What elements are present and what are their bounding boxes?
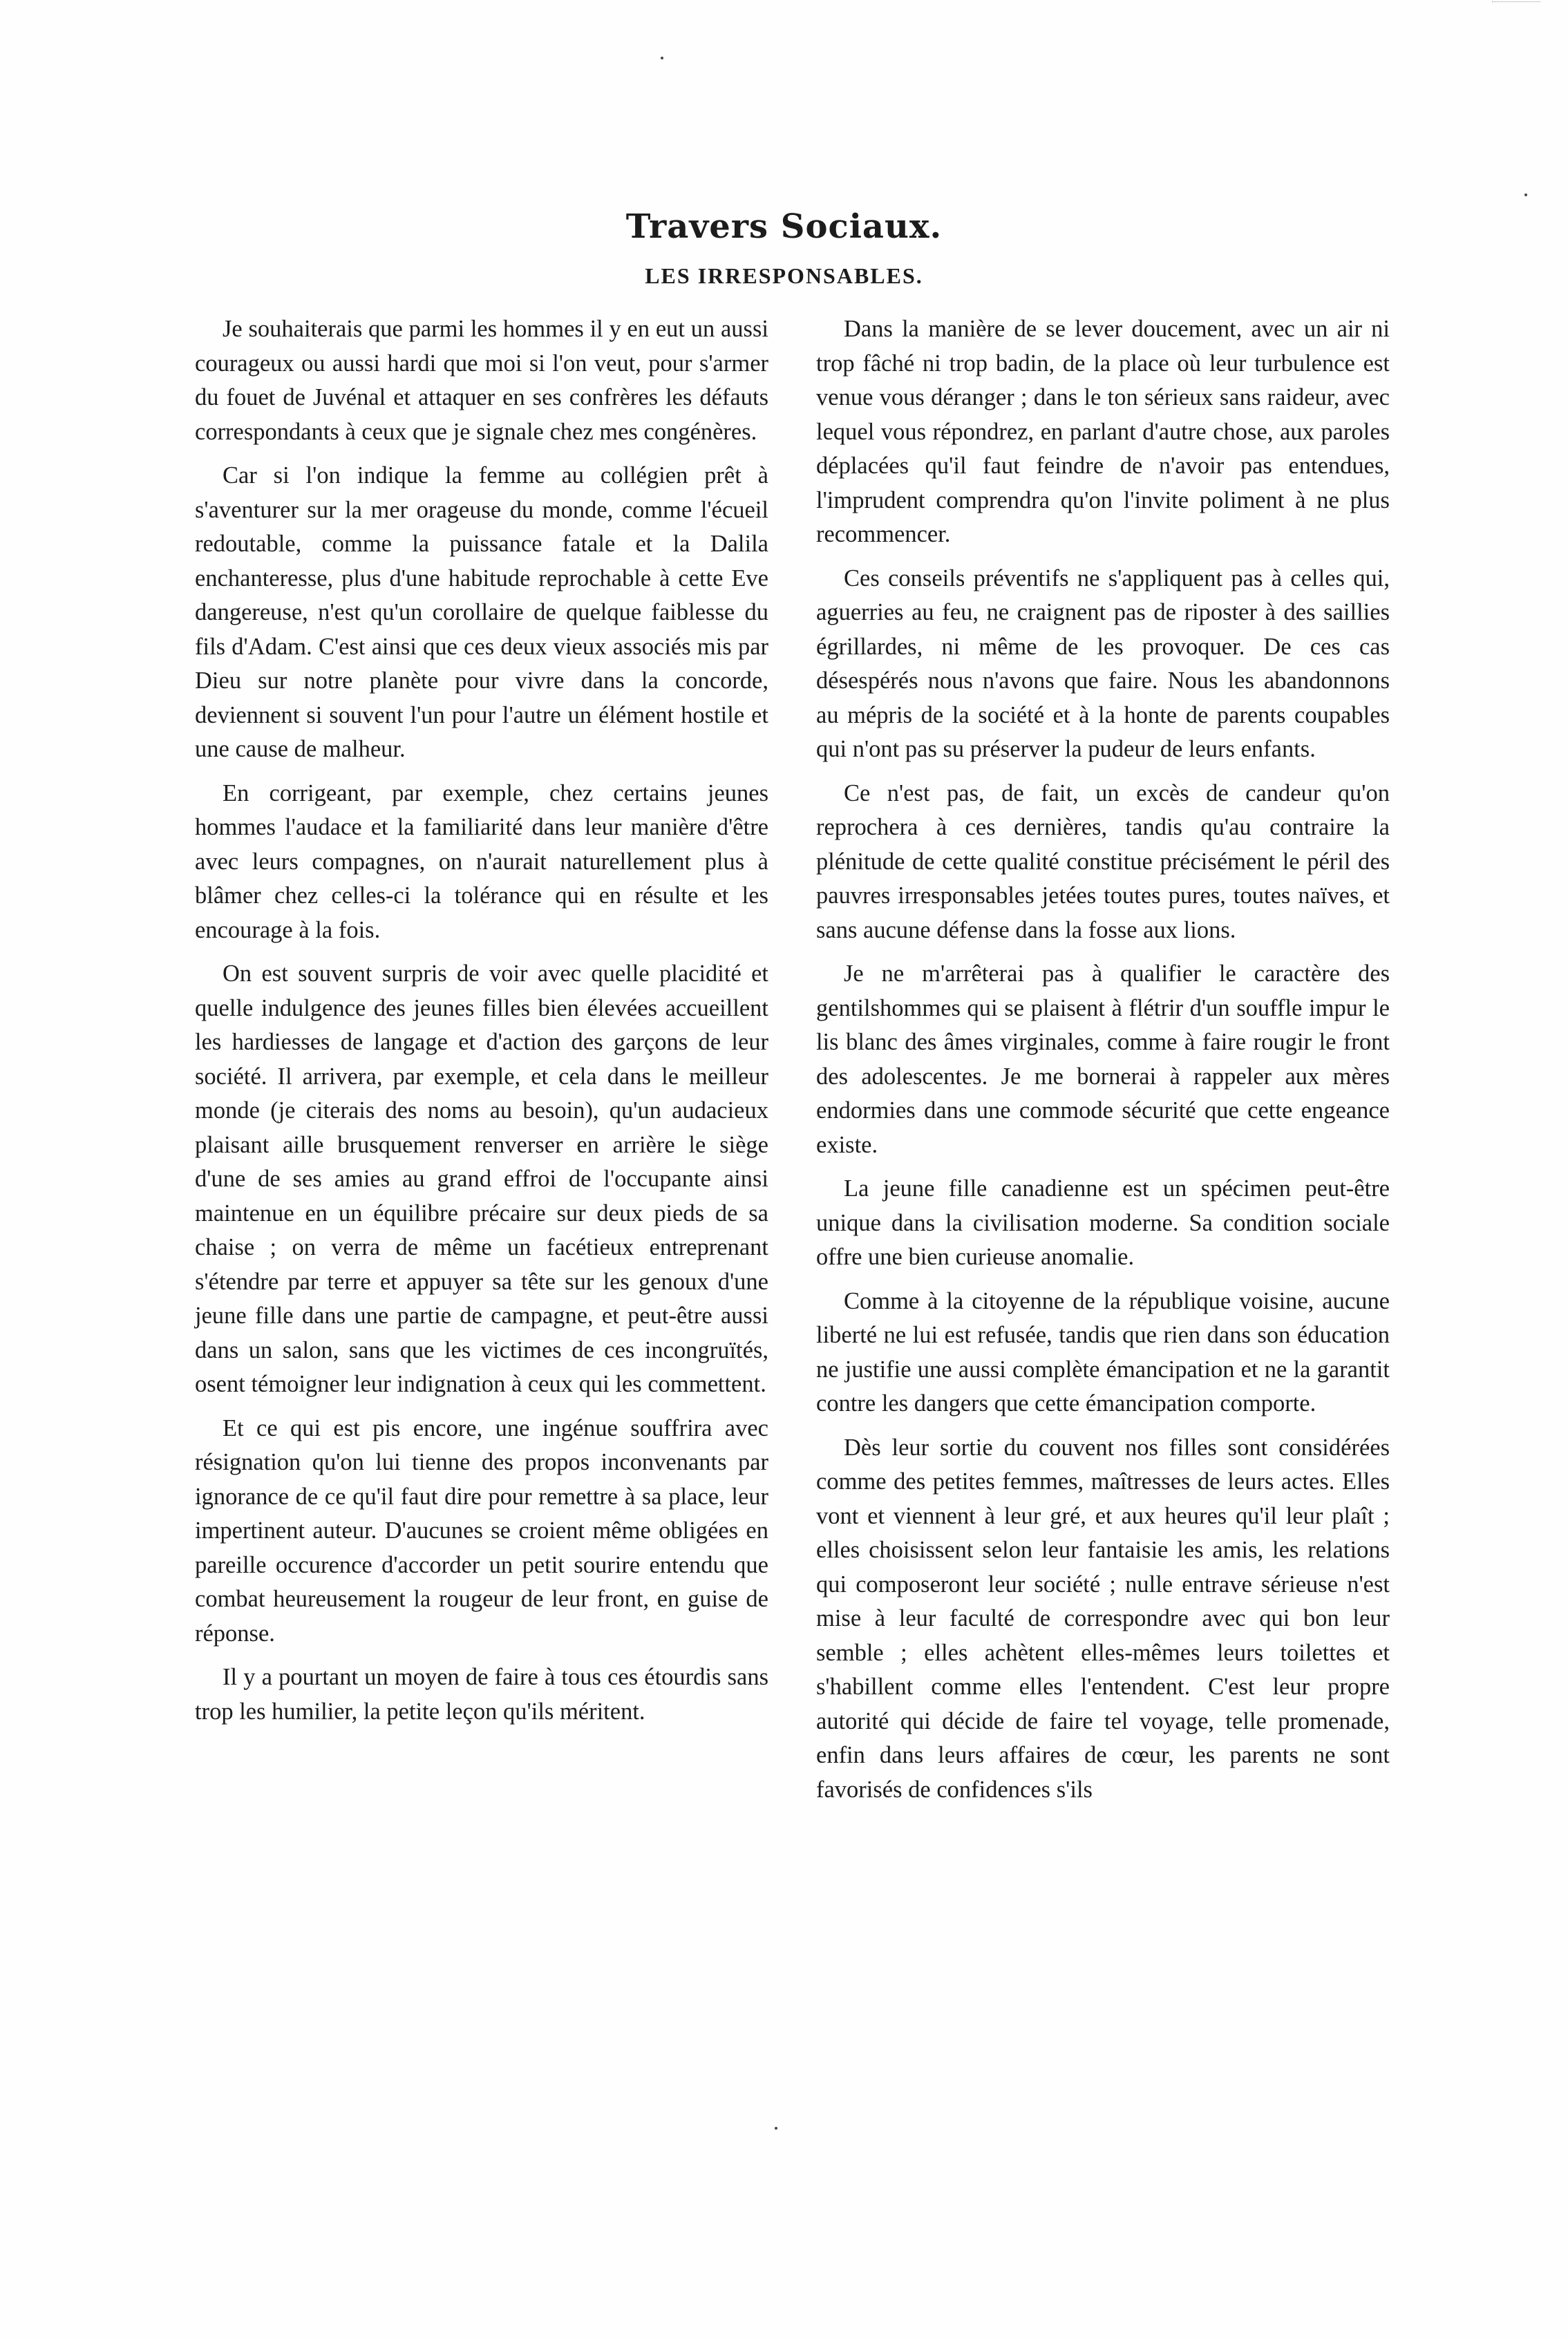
paragraph: On est souvent surpris de voir avec quelle placidité et quelle indulgence des jeunes filles bien élevées accueillent les hardiesses de langage et d'action des garçons de leur société. Il arrivera, par exemple, et cela dans le meilleur monde (je citerais des noms au besoin), qu'un audacieux plaisant aille brusquement renverser en arrière le siège d'une de ses amies au grand effroi de l'occupante ainsi maintenue en un équilibre précaire sur deux pieds de sa chaise ; on verra de même un facétieux entreprenant s'étendre par terre et appuyer sa tête sur les genoux d'une jeune fille dans une partie de campagne, et peut-être aussi dans un salon, sans que les victimes de ces incongruïtés, osent témoigner leur indignation à ceux qui les commettent. <box>195 960 768 1397</box>
scan-speck <box>661 57 663 59</box>
paragraph: Et ce qui est pis encore, une ingénue souffrira avec résignation qu'on lui tienne des propos inconvenants par ignorance de ce qu'il faut dire pour remettre à sa place, leur impertinent auteur. D'aucunes se croient même obligées en pareille occurence d'accorder un petit sourire entendu que combat heureusement la rougeur de leur front, en guise de réponse. <box>195 1414 768 1647</box>
scan-corner-marks <box>1492 1 1540 8</box>
paragraph: La jeune fille canadienne est un spécimen peut-être unique dans la civilisation moderne. Sa condition sociale offre une bien curieuse anomalie. <box>816 1175 1390 1270</box>
text-column-left <box>195 312 768 1729</box>
paragraph: Dès leur sortie du couvent nos filles sont considérées comme des petites femmes, maîtresses de leurs actes. Elles vont et viennent à leur gré, et aux heures qu'il leur plaît ; elles choisissent selon leur fantaisie les amis, les relations qui composeront leur société ; nulle entrave sérieuse n'est mise à leur faculté de correspondre avec qui bon leur semble ; elles achètent elles-mêmes leurs toilettes et s'habillent comme elles l'entendent. C'est leur propre autorité qui décide de faire tel voyage, telle promenade, enfin dans leurs affaires de cœur, les parents ne sont favorisés de confidences s'ils <box>816 1434 1390 1803</box>
paragraph: En corrigeant, par exemple, chez certains jeunes hommes l'audace et la familiarité dans leur manière d'être avec leurs compagnes, on n'aurait naturellement plus à blâmer chez celles-ci la tolérance qui en résulte et les encourage à la fois. <box>195 779 768 943</box>
article-title: Travers Sociaux. <box>625 207 943 246</box>
paragraph: Ce n'est pas, de fait, un excès de candeur qu'on reprochera à ces dernières, tandis qu'au contraire la plénitude de cette qualité constitue précisément le péril des pauvres irresponsables jetées toutes pures, toutes naïves, et sans aucune défense dans la fosse aux lions. <box>816 779 1390 943</box>
article-subtitle: LES IRRESPONSABLES. <box>645 263 923 288</box>
text-column-right <box>816 312 1390 1807</box>
paragraph: Je souhaiterais que parmi les hommes il y en eut un aussi courageux ou aussi hardi que moi si l'on veut, pour s'armer du fouet de Juvénal et attaquer en ses confrères les défauts correspondants à ceux que je signale chez mes congénères. <box>195 316 768 445</box>
paragraph: Je ne m'arrêterai pas à qualifier le caractère des gentilshommes qui se plaisent à flétrir d'un souffle impur le lis blanc des âmes virginales, comme à faire rougir le front des adolescentes. Je me bornerai à rappeler aux mères endormies dans une commode sécurité que cette engeance existe. <box>816 960 1390 1158</box>
paragraph: Comme à la citoyenne de la république voisine, aucune liberté ne lui est refusée, tandis que rien dans son éducation ne justifie une aussi complète émancipation et ne la garantit contre les dangers que cette émancipation comporte. <box>816 1287 1390 1417</box>
paragraph: Ces conseils préventifs ne s'appliquent pas à celles qui, aguerries au feu, ne craignent pas de riposter à des saillies égrillardes, ni même de les provoquer. De ces cas désespérés nous n'avons que faire. Nous les abandonnons au mépris de la société et à la honte de parents coupables qui n'ont pas su préserver la pudeur de leurs enfants. <box>816 565 1390 762</box>
scan-speck <box>775 2127 777 2130</box>
paragraph: Il y a pourtant un moyen de faire à tous ces étourdis sans trop les humilier, la petite leçon qu'ils méritent. <box>195 1664 768 1725</box>
paragraph: Car si l'on indique la femme au collégien prêt à s'aventurer sur la mer orageuse du monde, comme l'écueil redoutable, comme la puissance fatale et la Dalila enchanteresse, plus d'une habitude reprochable à cette Eve dangereuse, n'est qu'un corollaire de quelque faiblesse du fils d'Adam. C'est ainsi que ces deux vieux associés mis par Dieu sur notre planète pour vivre dans la concorde, deviennent si souvent l'un pour l'autre un élément hostile et une cause de malheur. <box>195 462 768 762</box>
paragraph: Dans la manière de se lever doucement, avec un air ni trop fâché ni trop badin, de la place où leur turbulence est venue vous déranger ; dans le ton sérieux sans raideur, avec lequel vous répondrez, en parlant d'autre chose, aux paroles déplacées qu'il faut feindre de n'avoir pas entendues, l'imprudent comprendra qu'on l'invite poliment à ne plus recommencer. <box>816 316 1390 547</box>
scan-speck <box>1524 193 1527 196</box>
